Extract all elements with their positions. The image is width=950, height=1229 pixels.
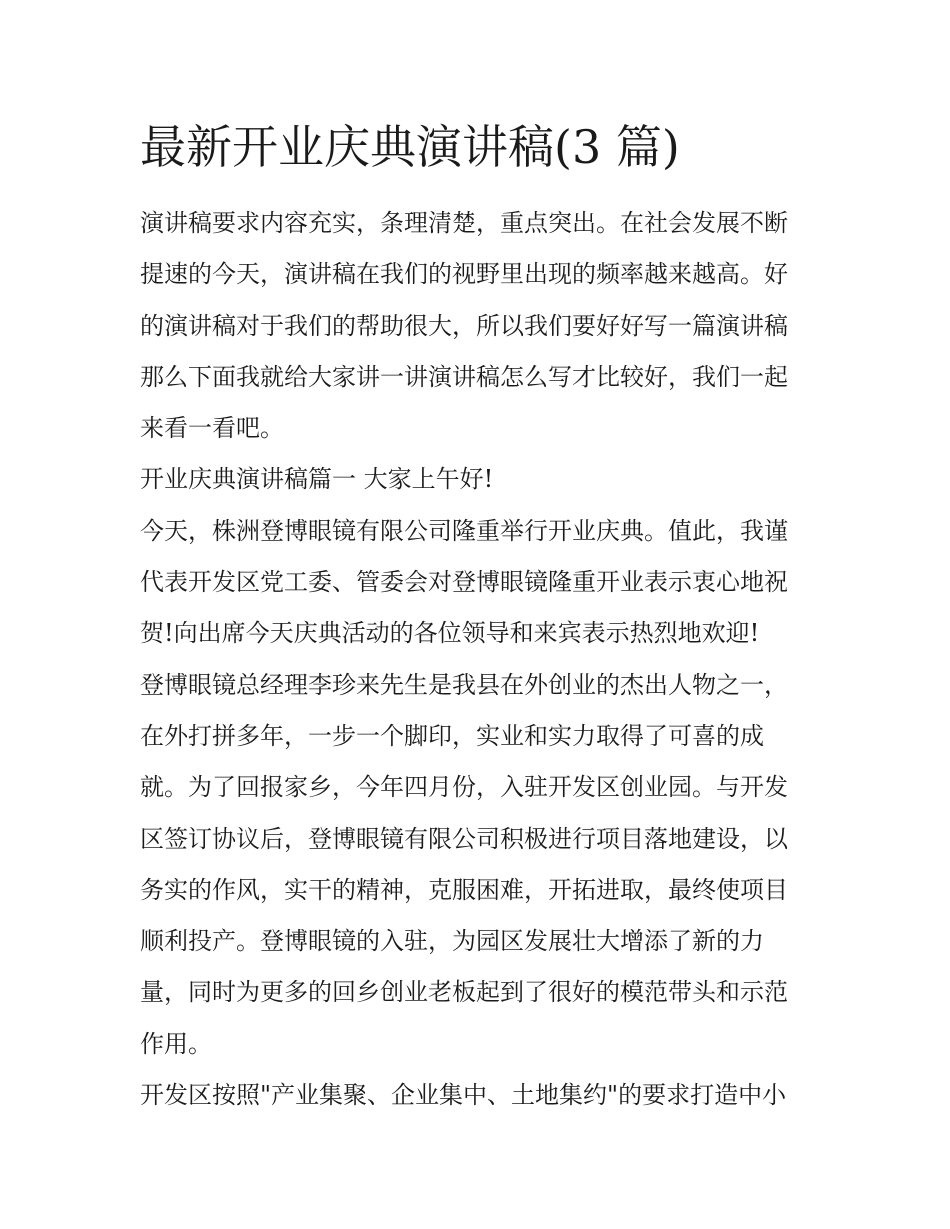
body-line: 代表开发区党工委、管委会对登博眼镜隆重开业表示衷心地祝 (140, 568, 788, 597)
body-line: 就。为了回报家乡，今年四月份，入驻开发区创业园。与开发 (140, 773, 788, 802)
body-line: 作用。 (140, 1029, 212, 1058)
body-line: 区签订协议后，登博眼镜有限公司积极进行项目落地建设，以 (140, 824, 788, 853)
body-line: 今天，株洲登博眼镜有限公司隆重举行开业庆典。值此，我谨 (140, 516, 788, 545)
body-line: 登博眼镜总经理李珍来先生是我县在外创业的杰出人物之一， (140, 670, 788, 699)
body-line: 提速的今天，演讲稿在我们的视野里出现的频率越来越高。好 (140, 260, 788, 289)
body-line: 顺利投产。登博眼镜的入驻，为园区发展壮大增添了新的力 (140, 927, 764, 956)
document-title: 最新开业庆典演讲稿(3 篇) (140, 120, 680, 174)
document-body (140, 198, 820, 1121)
body-line: 量，同时为更多的回乡创业老板起到了很好的模范带头和示范 (140, 978, 788, 1007)
body-line: 那么下面我就给大家讲一讲演讲稿怎么写才比较好，我们一起 (140, 362, 788, 391)
body-line: 贺!向出席今天庆典活动的各位领导和来宾表示热烈地欢迎! (140, 619, 760, 648)
body-line: 开业庆典演讲稿篇一 大家上午好! (140, 465, 494, 494)
body-line: 开发区按照"产业集聚、企业集中、土地集约"的要求打造中小 (140, 1081, 787, 1110)
body-line: 来看一看吧。 (140, 414, 284, 443)
body-line: 演讲稿要求内容充实，条理清楚，重点突出。在社会发展不断 (140, 209, 788, 237)
body-line: 务实的作风，实干的精神，克服困难，开拓进取，最终使项目 (140, 875, 788, 904)
body-line: 在外打拼多年，一步一个脚印，实业和实力取得了可喜的成 (140, 721, 764, 750)
body-line: 的演讲稿对于我们的帮助很大，所以我们要好好写一篇演讲稿 (140, 311, 788, 340)
